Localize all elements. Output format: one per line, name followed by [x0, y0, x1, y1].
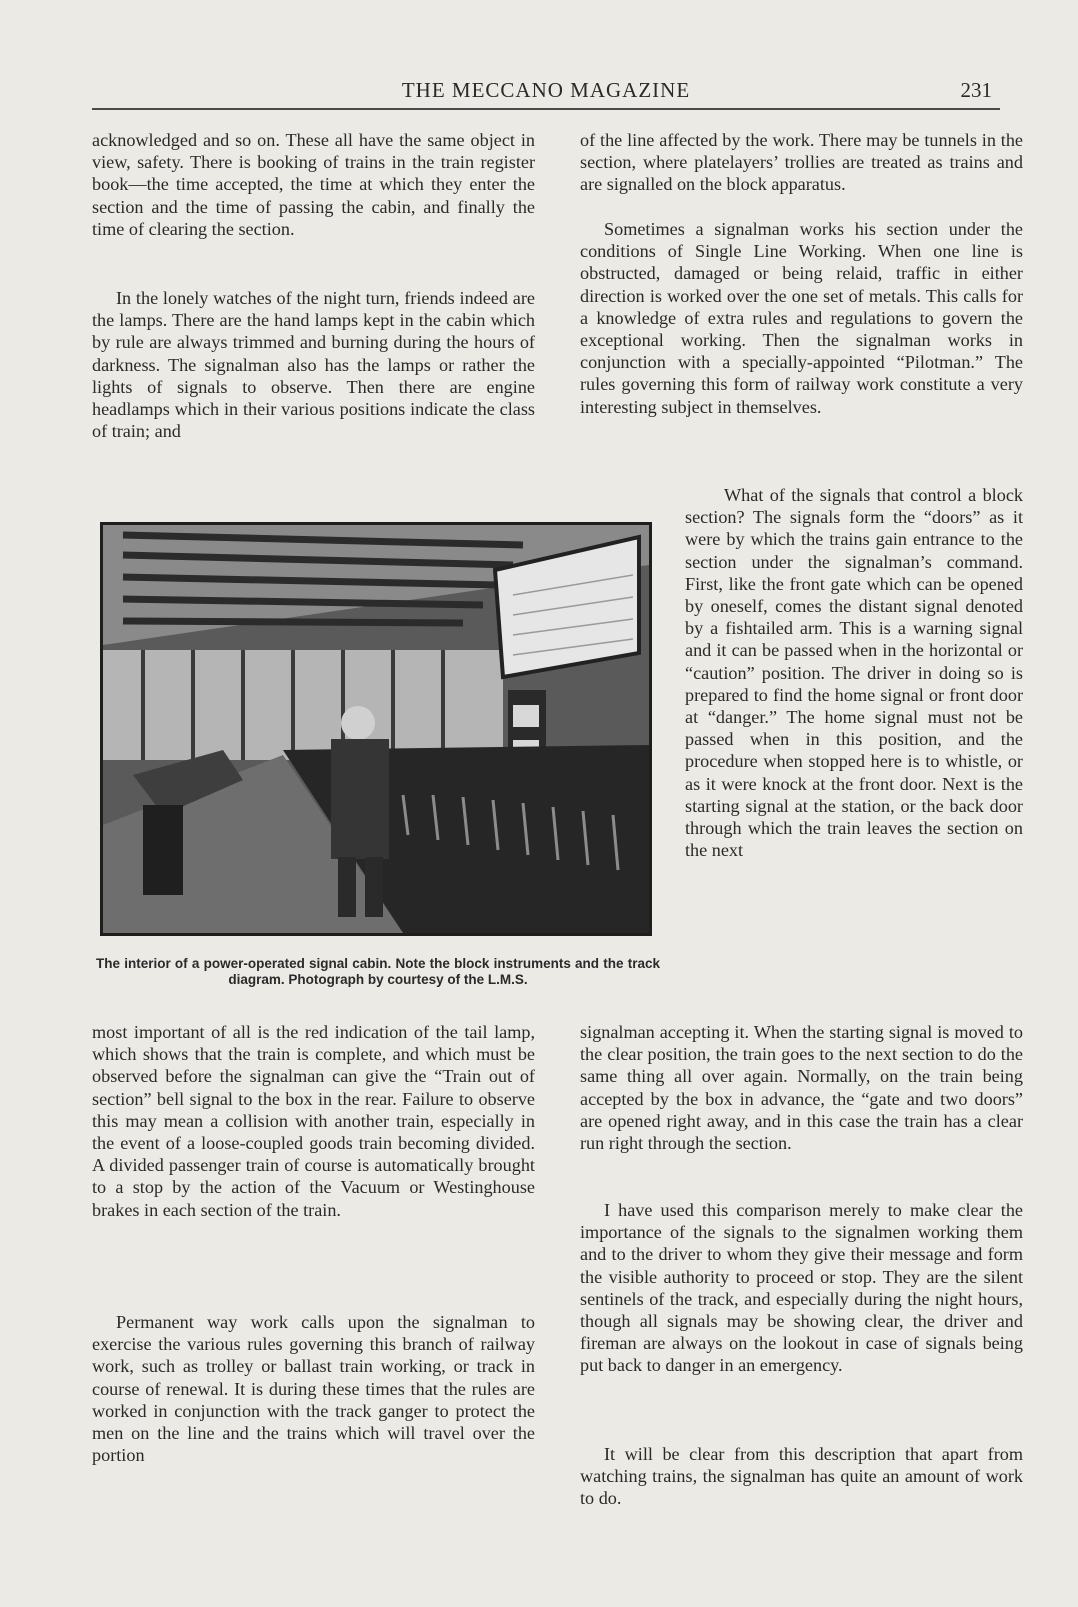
- right-paragraph-6: It will be clear from this description that apart from watching trains, the signalman has quite an amount of work to do.: [580, 1444, 1023, 1509]
- right-paragraph-1: of the line affected by the work. There may be tunnels in the section, where platelayers’ trollies are treated as trains and are signalled on the block apparatus.: [580, 130, 1023, 195]
- right-paragraph-5: I have used this comparison merely to make clear the importance of the signals to the signalmen working them and to the driver to whom they give their message and form the visible authority to proceed or stop. They are the silent sentinels of the track, and especially during the night hours, though all signals may be showing clear, the driver and fireman are always on the lookout in case of signals being put back to danger in an emergency.: [580, 1200, 1023, 1376]
- left-paragraph-4: Permanent way work calls upon the signalman to exercise the various rules governing this branch of railway work, such as trolley or ballast train working, or track in course of renewal. It is during these times that the rules are worked in conjunction with the track ganger to protect the men on the line and the trains which will travel over the portion: [92, 1312, 535, 1466]
- left-paragraph-3: most important of all is the red indication of the tail lamp, which shows that the train is complete, and which must be observed before the signalman can give the “Train out of section” bell signal to the box in the rear. Failure to observe this may mean a collision with another train, especially in the event of a loose-coupled goods train becoming divided. A divided passenger train of course is automatically brought to a stop by the action of the Vacuum or Westinghouse brakes in each section of the train.: [92, 1022, 535, 1220]
- right-paragraph-4: signalman accepting it. When the starting signal is moved to the clear position, the train goes to the next section to do the same thing all over again. Normally, on the train being accepted by the box in advance, the “gate and two doors” are opened right away, and in this case the train has a clear run right through the section.: [580, 1022, 1023, 1154]
- left-paragraph-1: acknowledged and so on. These all have the same object in view, safety. There is booking of trains in the train register book—the time accepted, the time at which they enter the section and the time of passing the cabin, and finally the time of clearing the section.: [92, 130, 535, 239]
- photograph-caption: The interior of a power-operated signal cabin. Note the block instruments and the track diagram. Photograph by courtesy of the L.M.S.: [96, 956, 660, 987]
- right-paragraph-3: What of the signals that control a block section? The signals form the “doors” as it were by which the trains gain entrance to the section under the signalman’s command. First, like the front gate which can be opened by oneself, comes the distant signal denoted by a fishtailed arm. This is a warning signal and it can be passed when in the horizontal or “caution” position. The driver in doing so is prepared to find the home signal or front door at “danger.” The home signal must not be passed when in this position, and the procedure when stopped here is to whistle, or as it were knock at the front door. Next is the starting signal at the station, or the back door through which the train leaves the section on the next: [685, 485, 1023, 861]
- signal-cabin-photograph: [100, 522, 652, 936]
- left-paragraph-2: In the lonely watches of the night turn, friends indeed are the lamps. There are the hand lamps kept in the cabin which by rule are always trimmed and burning during the hours of darkness. The signalman also has the lamps or rather the lights of signals to observe. Then there are engine headlamps which in their various positions indicate the class of train; and: [92, 288, 535, 442]
- right-paragraph-2: Sometimes a signalman works his section under the conditions of Single Line Working. When one line is obstructed, damaged or being relaid, traffic in either direction is worked over the one set of metals. This calls for a knowledge of extra rules and regulations to govern the exceptional working. Then the signalman works in conjunction with a specially-appointed “Pilotman.” The rules governing this form of railway work constitute a very interesting subject in themselves.: [580, 219, 1023, 417]
- page-number: 231: [960, 78, 992, 102]
- page-header: [92, 76, 1000, 110]
- magazine-title: THE MECCANO MAGAZINE: [401, 78, 691, 102]
- signal-cabin-photograph-image: [103, 525, 649, 933]
